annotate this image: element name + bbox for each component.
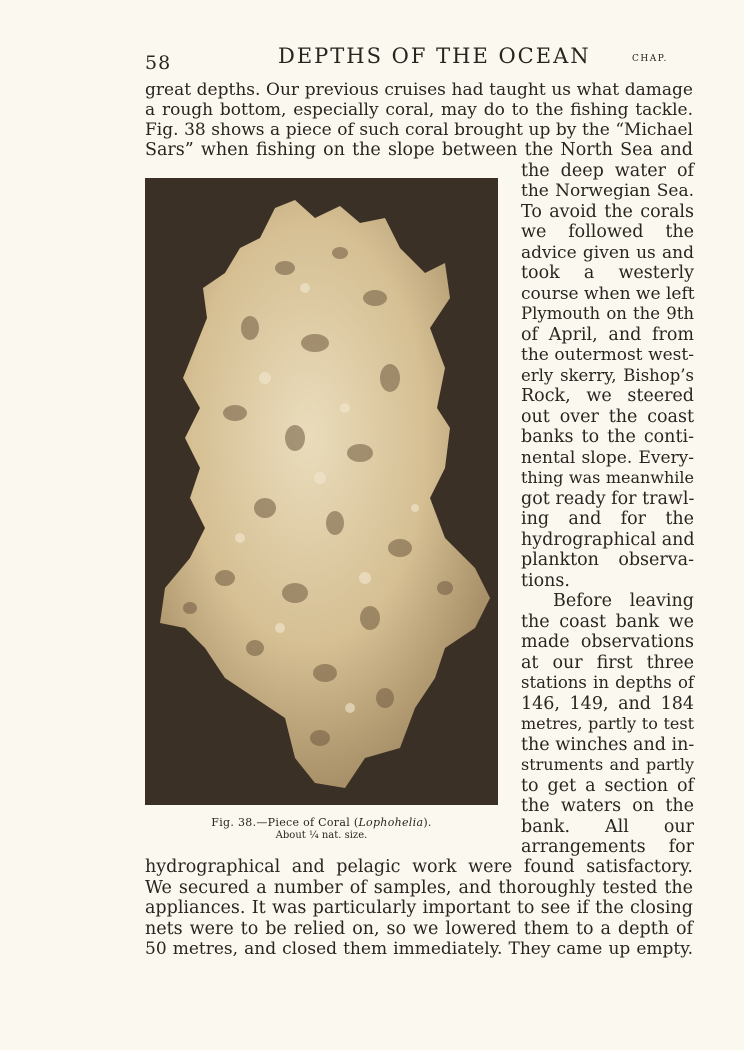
column-line: tions. xyxy=(521,570,570,591)
column-line: the coast bank we xyxy=(521,611,694,632)
column-line: Before leaving xyxy=(553,591,694,611)
body-line: hydrographical and pelagic work were found satisfactory. xyxy=(145,857,693,877)
column-line: nental slope. Every- xyxy=(521,447,694,468)
column-line: bank. All our xyxy=(521,816,694,837)
column-line: banks to the conti- xyxy=(521,427,694,447)
column-line: of April, and from xyxy=(521,324,694,345)
column-line: took a westerly xyxy=(521,263,694,283)
column-line: made observations xyxy=(521,632,694,652)
column-line: hydrographical and xyxy=(521,529,695,550)
running-title: DEPTHS OF THE OCEAN xyxy=(278,44,591,68)
column-line: ing and for the xyxy=(521,509,694,529)
column-line: thing was meanwhile xyxy=(521,468,694,487)
body-line: Fig. 38 shows a piece of such coral brought up by the “Michael xyxy=(145,120,693,140)
column-line: Plymouth on the 9th xyxy=(521,304,694,323)
column-line: to get a section of xyxy=(521,775,694,796)
column-line: advice given us and xyxy=(521,242,694,263)
column-line: metres, partly to test xyxy=(521,714,694,733)
column-line: we followed the xyxy=(521,222,694,242)
column-line: the deep water of xyxy=(521,160,694,181)
column-line: the winches and in- xyxy=(521,734,695,755)
column-line: erly skerry, Bishop’s xyxy=(521,365,694,385)
column-line: course when we left xyxy=(521,283,695,304)
column-line: got ready for trawl- xyxy=(521,488,695,509)
column-line: plankton observa- xyxy=(521,550,694,570)
column-line: Rock, we steered xyxy=(521,386,694,406)
page-number: 58 xyxy=(145,52,172,74)
body-line: Sars” when fishing on the slope between the North Sea and xyxy=(145,140,693,160)
column-line: out over the coast xyxy=(521,406,694,427)
column-line: the Norwegian Sea. xyxy=(521,181,694,201)
figure-scale-note: About ¼ nat. size. xyxy=(275,830,368,841)
chapter-mark: CHAP. xyxy=(632,54,668,64)
body-line: appliances. It was particularly important to see if the closing xyxy=(145,898,693,918)
column-line: To avoid the corals xyxy=(521,201,694,222)
body-line: nets were to be relied on, so we lowered them to a depth of xyxy=(145,918,693,939)
column-line: 146, 149, and 184 xyxy=(521,693,694,714)
body-line: We secured a number of samples, and thoroughly tested the xyxy=(145,877,693,898)
column-line: struments and partly xyxy=(521,755,694,774)
figure-caption: Fig. 38.—Piece of Coral (Lophohelia). xyxy=(211,816,432,829)
column-line: arrangements for xyxy=(521,837,694,857)
body-line: 50 metres, and closed them immediately. They came up empty. xyxy=(145,939,693,959)
coral-photograph xyxy=(145,178,498,805)
coral-illustration xyxy=(145,178,498,805)
body-line: a rough bottom, especially coral, may do to the fishing tackle. xyxy=(145,100,693,120)
column-line: the waters on the xyxy=(521,796,694,816)
column-line: at our first three xyxy=(521,652,694,673)
body-line: great depths. Our previous cruises had taught us what damage xyxy=(145,80,693,100)
column-line: the outermost west- xyxy=(521,345,694,365)
column-line: stations in depths of xyxy=(521,673,694,692)
